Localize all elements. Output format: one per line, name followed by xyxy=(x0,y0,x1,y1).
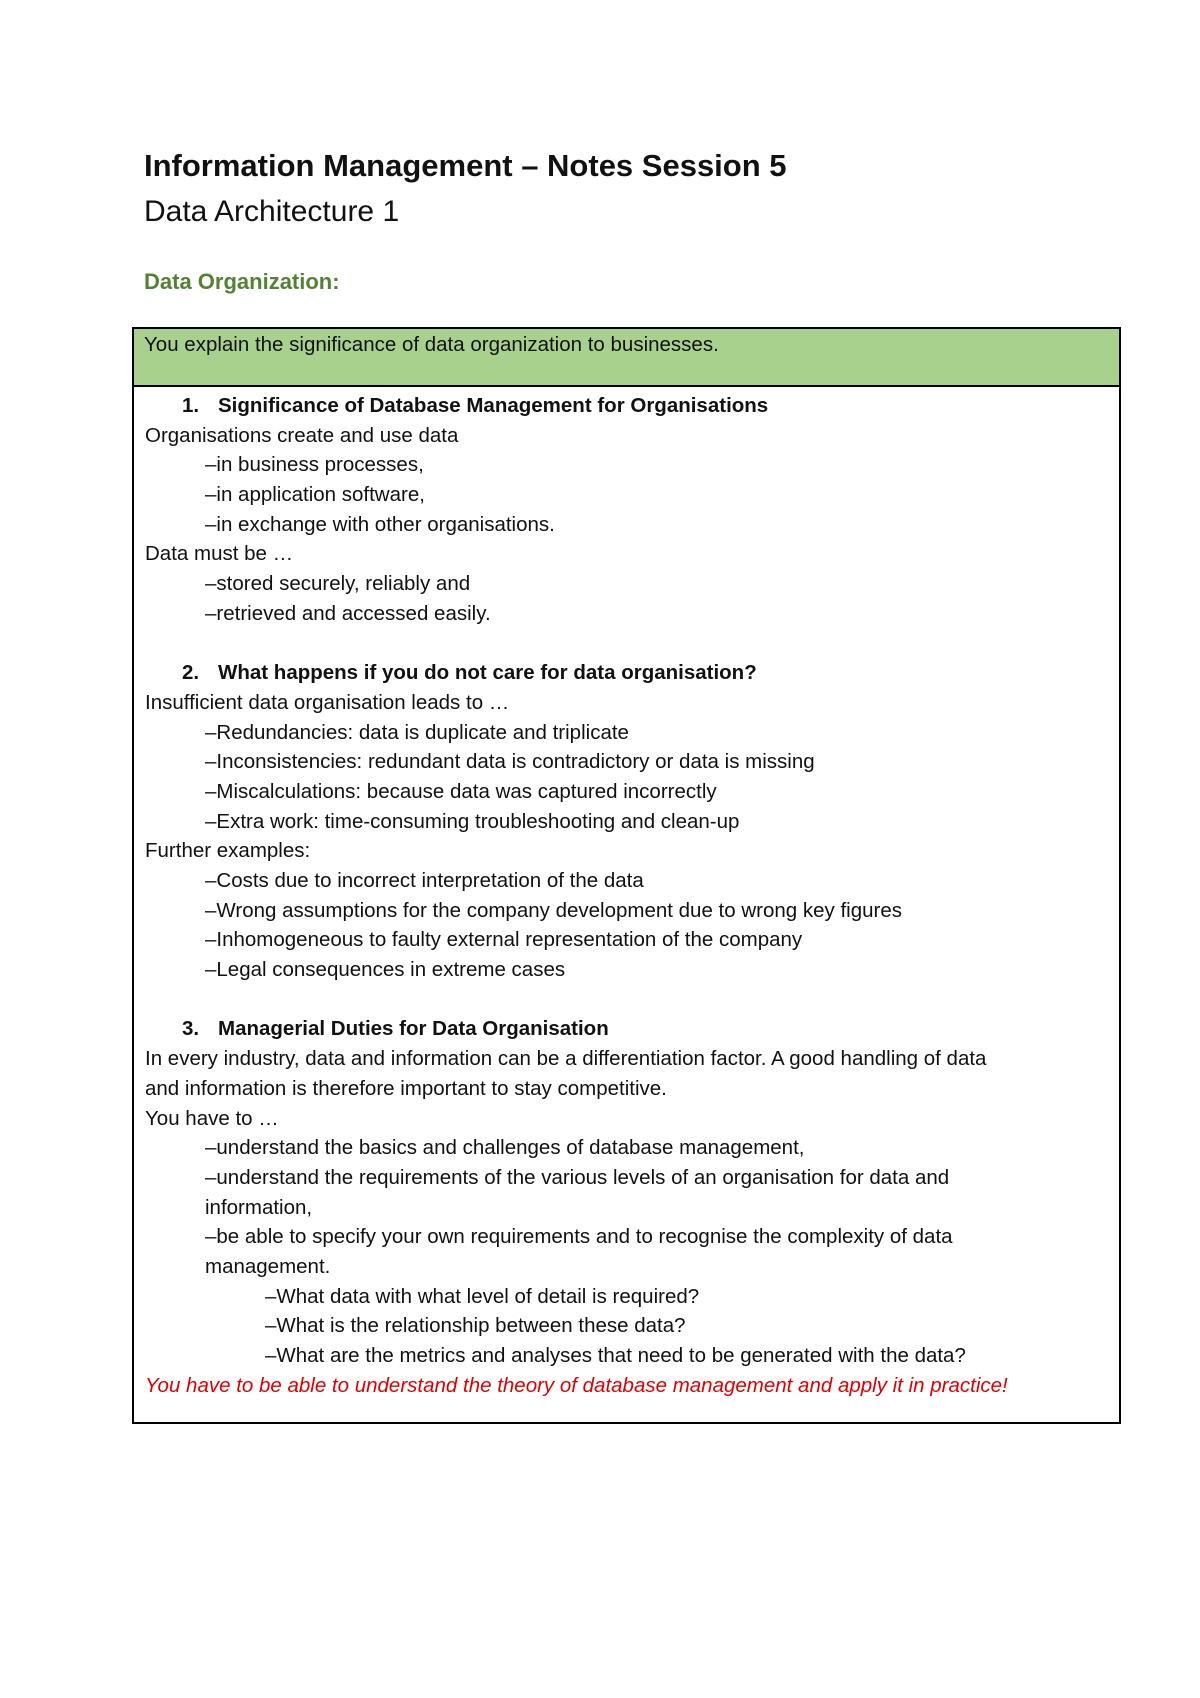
notes-box xyxy=(132,327,1121,1424)
note-line: –What is the relationship between these data? xyxy=(265,1314,686,1338)
note-line: Further examples: xyxy=(145,839,311,863)
section-number: 1. xyxy=(182,394,200,417)
note-line: –retrieved and accessed easily. xyxy=(205,601,491,625)
note-line: Insufficient data organisation leads to … xyxy=(145,690,510,714)
document-title: Information Management – Notes Session 5 xyxy=(144,148,787,183)
notes-content xyxy=(134,391,1119,1400)
note-line: Data must be … xyxy=(145,542,294,566)
note-line: In every industry, data and information can be a differentiation factor. A good handling of data xyxy=(145,1047,987,1071)
note-line: management. xyxy=(205,1254,331,1278)
note-line: –What are the metrics and analyses that need to be generated with the data? xyxy=(265,1344,966,1367)
note-line: –Inconsistencies: redundant data is contradictory or data is missing xyxy=(205,750,815,774)
note-line: –in business processes, xyxy=(205,453,424,477)
section-number: 3. xyxy=(182,1017,200,1041)
note-line: –Inhomogeneous to faulty external representation of the company xyxy=(205,928,803,952)
note-line: –understand the requirements of the various levels of an organisation for data and xyxy=(205,1165,950,1189)
note-line: –Legal consequences in extreme cases xyxy=(205,958,566,982)
note-line: –in exchange with other organisations. xyxy=(205,512,555,536)
note-line: –understand the basics and challenges of database management, xyxy=(205,1136,805,1160)
note-line: information, xyxy=(205,1195,313,1219)
note-line: and information is therefore important to stay competitive. xyxy=(145,1076,667,1100)
note-line: –be able to specify your own requirements and to recognise the complexity of data xyxy=(205,1225,953,1249)
note-line: You have to … xyxy=(145,1106,279,1130)
section-heading-1 xyxy=(134,391,1119,421)
section-number: 2. xyxy=(182,661,200,685)
section-title: Significance of Database Management for Organisations xyxy=(218,394,769,417)
note-line: –Costs due to incorrect interpretation of the data xyxy=(205,869,644,892)
note-line: –Wrong assumptions for the company development due to wrong key figures xyxy=(205,898,902,922)
section-heading: Data Organization: xyxy=(144,269,340,294)
document-subtitle: Data Architecture 1 xyxy=(144,195,400,228)
note-line: –stored securely, reliably and xyxy=(205,572,471,596)
spacer xyxy=(134,629,1119,659)
task-header: You explain the significance of data organization to businesses. xyxy=(134,329,1119,387)
section-title: What happens if you do not care for data organisation? xyxy=(218,661,757,685)
section-heading-2 xyxy=(134,658,1119,688)
closing-note: You have to be able to understand the theory of database management and apply it in practice! xyxy=(145,1373,1008,1397)
note-line: –What data with what level of detail is required? xyxy=(265,1284,700,1308)
section-heading-3 xyxy=(134,1014,1119,1044)
spacer xyxy=(134,985,1119,1015)
note-line: –Redundancies: data is duplicate and triplicate xyxy=(205,720,629,744)
note-line: Organisations create and use data xyxy=(145,423,459,447)
note-line: –Miscalculations: because data was captured incorrectly xyxy=(205,779,717,803)
section-title: Managerial Duties for Data Organisation xyxy=(218,1017,609,1041)
note-line: –in application software, xyxy=(205,483,425,507)
note-line: –Extra work: time-consuming troubleshooting and clean-up xyxy=(205,809,740,833)
